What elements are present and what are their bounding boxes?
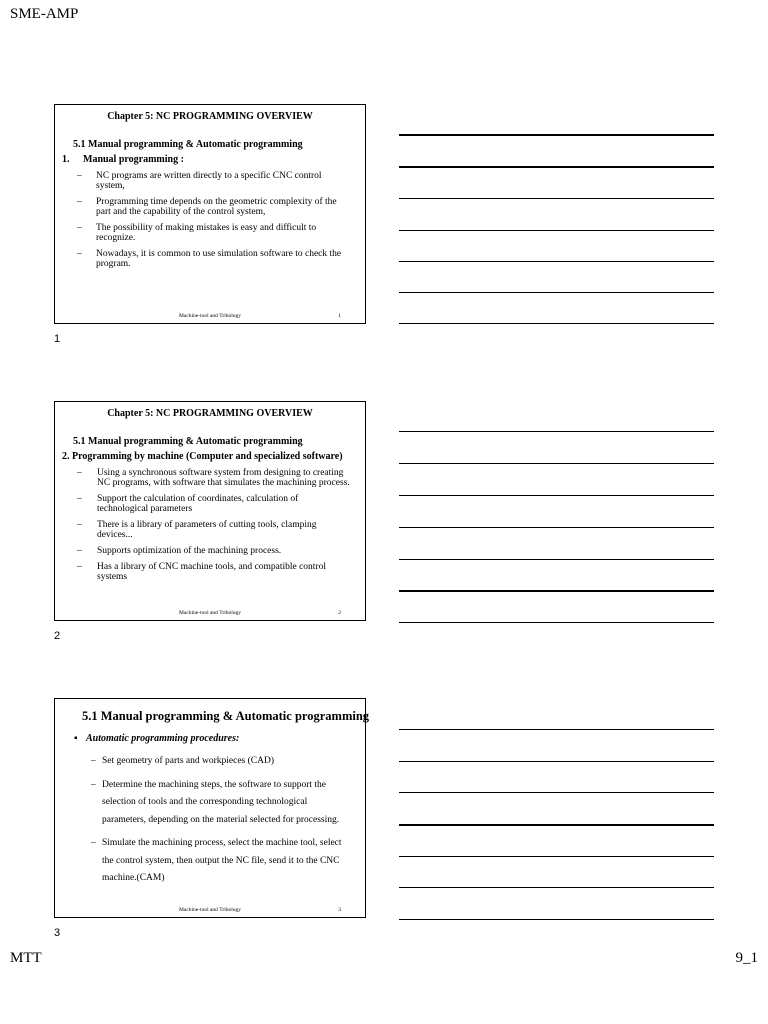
slide-title: Chapter 5: NC PROGRAMMING OVERVIEW [107,408,313,419]
slide-heading: 2. Programming by machine (Computer and specialized software) [62,451,343,462]
note-line [399,292,714,293]
note-line [399,887,714,888]
note-line [399,559,714,560]
bullet-list [77,468,351,588]
list-item [77,171,351,191]
slide-subtitle: 5.1 Manual programming & Automatic programming [73,436,303,447]
note-line [399,166,714,168]
bullet-text: Supports optimization of the machining process. [97,546,282,556]
bullet-text: NC programs are written directly to a specific CNC control system, [96,171,322,191]
note-line [399,527,714,528]
dash-marker: – [77,468,82,478]
list-item [77,546,351,556]
note-line [399,919,714,920]
slide-thumbnail-1 [54,104,366,324]
dash-marker: – [91,779,96,790]
heading-text: Manual programming : [83,154,184,165]
list-item [91,753,347,771]
note-line [399,792,714,793]
slide-thumbnail-3 [54,698,370,918]
document-footer-right: 9_1 [735,950,758,966]
note-line [399,729,714,730]
bullet-text: Using a synchronous software system from designing to creating NC programs, with software that simulates the machining process. [97,468,350,488]
slide-subtitle: 5.1 Manual programming & Automatic programming [73,139,303,150]
slide-title: Chapter 5: NC PROGRAMMING OVERVIEW [107,111,313,122]
list-item [77,223,351,243]
list-item [77,494,351,514]
note-line [399,590,714,592]
bullet-text: Set geometry of parts and workpieces (CAD) [102,756,275,766]
bullet-list [77,171,351,275]
note-line [399,134,714,136]
procedure-text: Automatic programming procedures: [86,733,240,744]
slide-page-number: 2 [338,610,341,616]
list-item [91,777,347,830]
dash-marker: – [91,838,96,848]
note-line [399,261,714,262]
document-footer-left: MTT [10,950,42,966]
bullet-text: There is a library of parameters of cutting tools, clamping devices... [97,520,317,540]
note-line [399,323,714,324]
bullet-text: Simulate the machining process, select the machine tool, select the control system, then output the NC file, send it to the CNC machine.(CAM) [102,838,342,883]
dash-marker: – [77,171,82,181]
bullet-text: Determine the machining steps, the software to support the selection of tools and the corresponding technological parameters, depending on the material selected for processing. [102,779,340,825]
note-line [399,622,714,623]
note-line [399,198,714,199]
dash-marker: – [77,249,82,259]
note-line [399,761,714,762]
bullet-text: Nowadays, it is common to use simulation software to check the program. [96,249,342,269]
note-line [399,495,714,496]
slide-heading [62,154,184,165]
note-line [399,856,714,857]
note-line [399,463,714,464]
list-item [77,197,351,217]
list-item [77,249,351,269]
dash-marker: – [77,197,82,207]
procedure-heading [74,733,239,744]
dash-marker: – [77,494,82,504]
heading-number: 1. [62,154,70,165]
note-line [399,230,714,231]
list-item [91,835,347,888]
slide-page-number: 3 [338,907,341,913]
list-item [77,520,351,540]
slide-number-label: 2 [54,630,61,642]
dash-marker: – [77,223,82,233]
dash-marker: – [77,520,82,530]
slide-thumbnail-2 [54,401,366,621]
dash-marker: – [91,756,96,766]
bullet-text: The possibility of making mistakes is easy and difficult to recognize. [96,223,317,243]
dash-marker: – [77,562,82,572]
bullet-text: Support the calculation of coordinates, calculation of technological parameters [97,494,299,514]
note-line [399,431,714,432]
document-header: SME-AMP [10,6,79,22]
slide-title: 5.1 Manual programming & Automatic programming [82,709,370,723]
note-line [399,824,714,826]
dash-marker: – [77,546,82,556]
bullet-square-icon: ▪ [74,733,78,744]
list-item [77,562,351,582]
slide-footer-text: Machine-tool and Tribology [178,610,242,616]
list-item [77,468,351,488]
slide-number-label: 3 [54,927,61,939]
bullet-list [91,753,347,894]
bullet-text: Programming time depends on the geometric complexity of the part and the capability of the control system, [96,197,337,217]
slide-number-label: 1 [54,333,61,345]
slide-footer-text: Machine-tool and Tribology [178,313,242,319]
bullet-text: Has a library of CNC machine tools, and compatible control systems [97,562,326,582]
slide-page-number: 1 [338,313,341,319]
slide-footer-text: Machine-tool and Tribology [178,907,242,913]
